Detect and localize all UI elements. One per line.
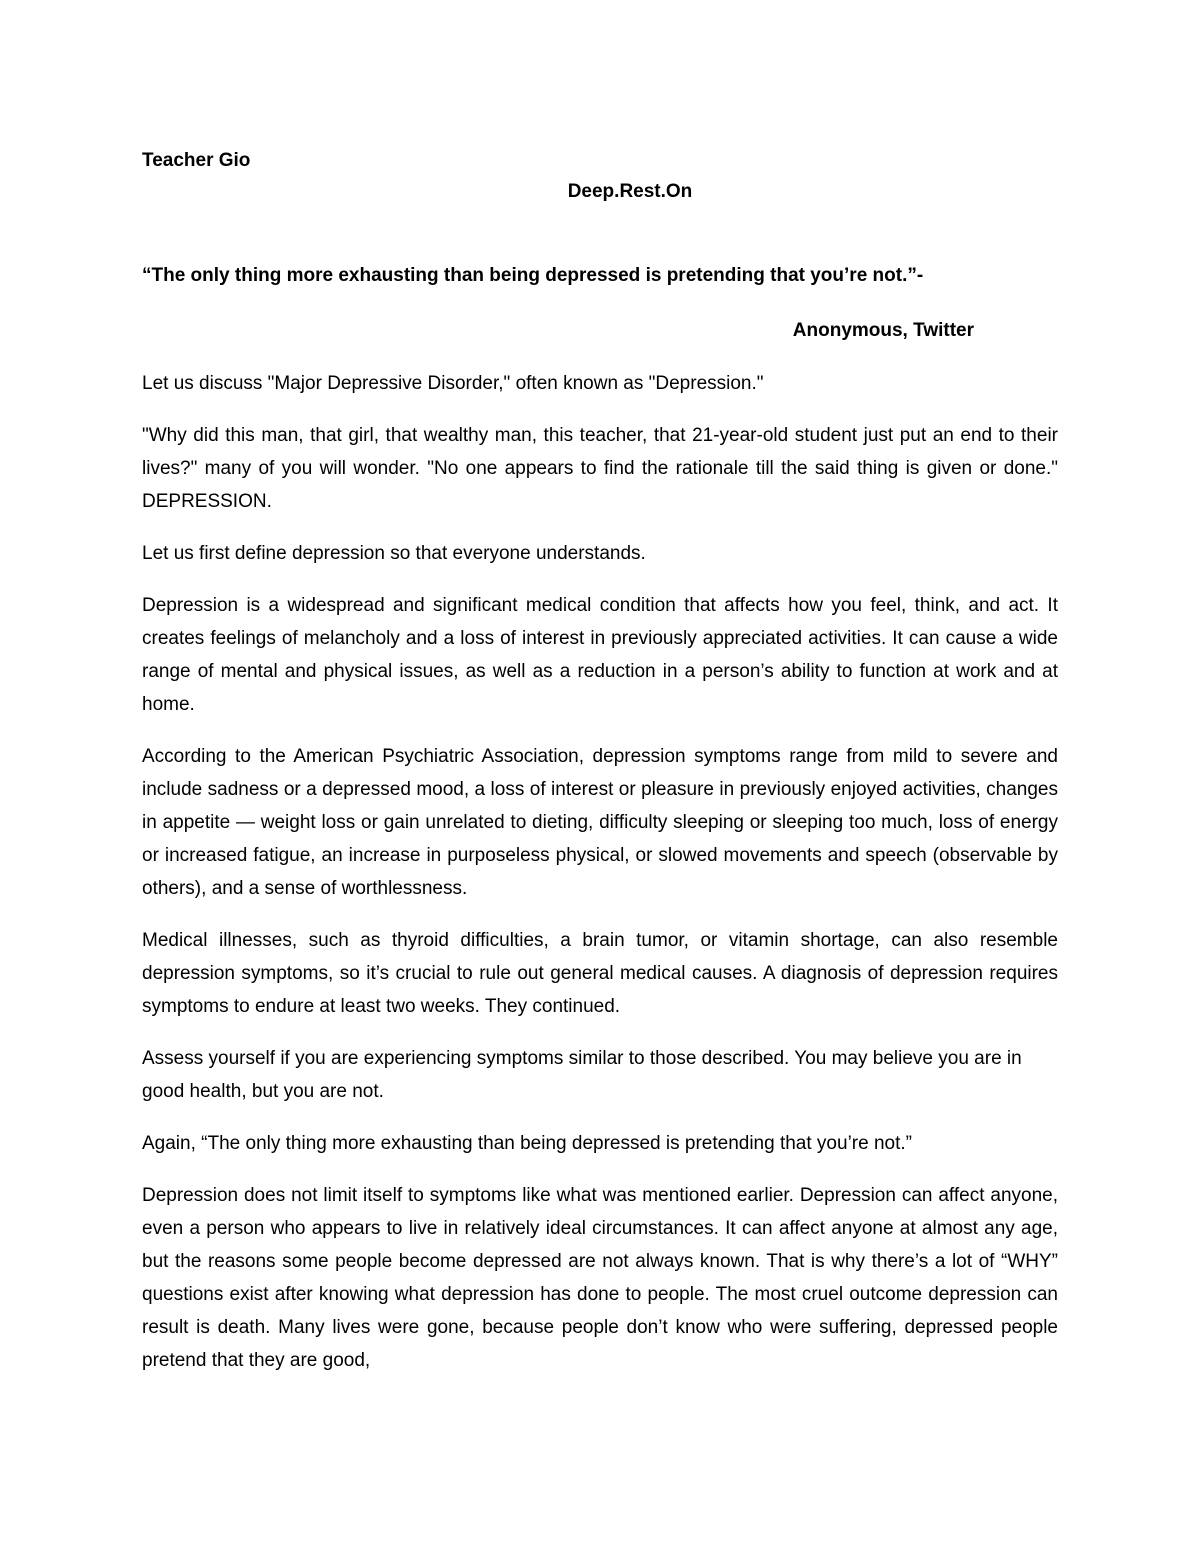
document-title: Deep.Rest.On xyxy=(567,181,693,202)
paragraph-assess: Assess yourself if you are experiencing symptoms similar to those described. You may believe you are in good health, but you are not. xyxy=(142,1048,1022,1102)
paragraph-symptoms: According to the American Psychiatric Association, depression symptoms range from mild to severe and include sadness or a depressed mood, a loss of interest or pleasure in previously enjoyed activities, changes in appetite — weight loss or gain unrelated to dieting, difficulty sleeping or sleeping too much, loss of energy or increased fatigue, an increase in purposeless physical, or slowed movements and speech (observable by others), and a sense of worthlessness. xyxy=(142,746,1058,899)
quote-attribution: Anonymous, Twitter xyxy=(792,320,974,341)
author-name: Teacher Gio xyxy=(142,150,251,171)
paragraph-intro: Let us discuss "Major Depressive Disorder," often known as "Depression." xyxy=(142,373,764,394)
opening-quote: “The only thing more exhausting than being depressed is pretending that you’re not.”- xyxy=(142,265,924,286)
paragraph-again: Again, “The only thing more exhausting than being depressed is pretending that you’re not.” xyxy=(142,1133,912,1154)
paragraph-why: "Why did this man, that girl, that wealthy man, this teacher, that 21-year-old student just put an end to their lives?" many of you will wonder. "No one appears to find the rationale till the said thing is given or done." DEPRESSION. xyxy=(142,425,1058,512)
paragraph-medical: Medical illnesses, such as thyroid difficulties, a brain tumor, or vitamin shortage, can also resemble depression symptoms, so it’s crucial to rule out general medical causes. A diagnosis of depression requires symptoms to endure at least two weeks. They continued. xyxy=(142,930,1058,1017)
document-body xyxy=(142,144,1058,1377)
paragraph-definition: Depression is a widespread and significant medical condition that affects how you feel, think, and act. It creates feelings of melancholy and a loss of interest in previously appreciated activities. It can cause a wide range of mental and physical issues, as well as a reduction in a person’s ability to function at work and at home. xyxy=(142,595,1058,715)
paragraph-limits: Depression does not limit itself to symptoms like what was mentioned earlier. Depression can affect anyone, even a person who appears to live in relatively ideal circumstances. It can affect anyone at almost any age, but the reasons some people become depressed are not always known. That is why there’s a lot of “WHY” questions exist after knowing what depression has done to people. The most cruel outcome depression can result is death. Many lives were gone, because people don’t know who were suffering, depressed people pretend that they are good, xyxy=(142,1185,1058,1371)
paragraph-define: Let us first define depression so that everyone understands. xyxy=(142,543,646,564)
